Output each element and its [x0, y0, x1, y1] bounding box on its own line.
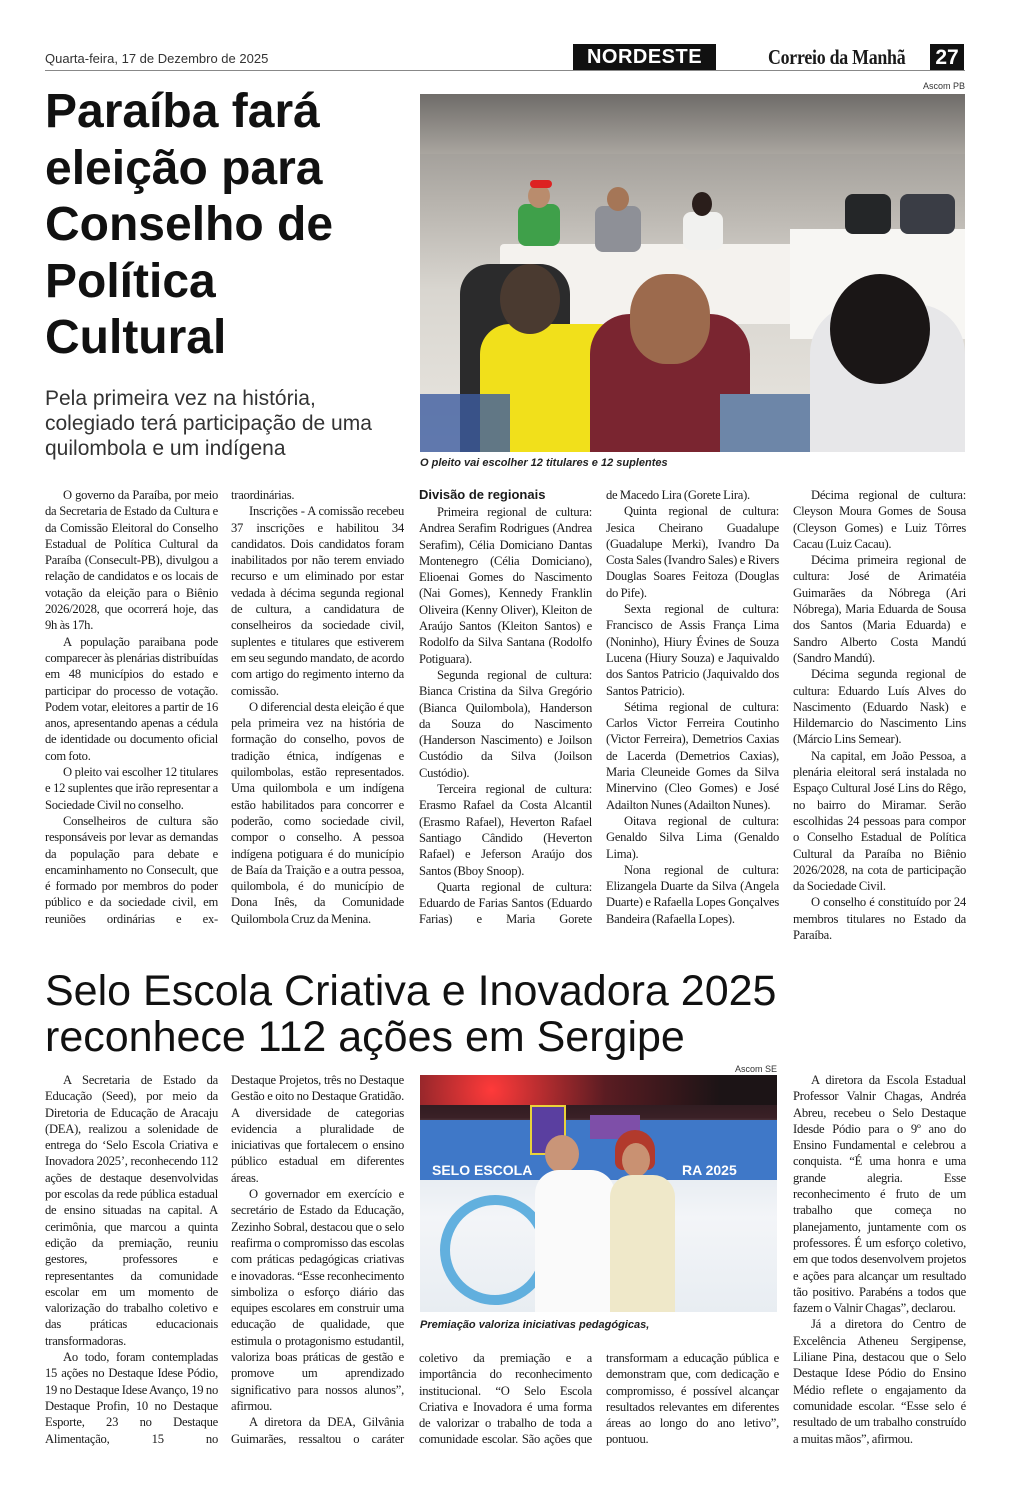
paragraph: coletivo da premiação e a importância do reconhecimento institucional. “O Selo Escola Criativa e Inovadora é uma forma de valorizar o trabalho de toda a comunidade escolar. São ações que [419, 1351, 592, 1447]
article1-column-1 [45, 487, 218, 927]
edition-date: Quarta-feira, 17 de Dezembro de 2025 [45, 51, 269, 66]
article1-headline: Paraíba fará eleição para Conselho de Política Cultural [45, 85, 334, 364]
paragraph: Terceira regional de cultura: Erasmo Rafael da Costa Alcantil (Erasmo Rafael), Heverton Rafael Santiago Cândido (Heverton Rafael) e Jeferson Araújo dos Santos (Bboy Snoop). [419, 782, 592, 878]
paragraph: Conselheiros de cultura são responsáveis por levar as demandas da população para debate e encaminhamento no Consecult, que é formado por membros do poder público e da sociedade civil, em reuniões ordinárias e ex- [45, 813, 218, 926]
paragraph: Décima segunda regional de cultura: Eduardo Luís Alves do Nascimento (Eduardo Nask) e Hildemarcio do Nascimento Lins (Márcio Lins Semear). [793, 667, 966, 747]
paragraph: A Secretaria de Estado da Educação (Seed), por meio da Diretoria de Educação de Aracaju (DEA), realizou a solenidade de entrega do ‘Selo Escola Criativa e Inovadora 2025’, reconhecendo 112 ações de destaque desenvolvidas por escolas da rede pública estadual de ensino situadas na capital. A cerimônia, que marcou a quinta edição da premiação, reuniu gestores, professores e representantes da comunidade escolar em um momento de valorização do trabalho coletivo e das práticas educacionais transformadoras. [45, 1073, 218, 1348]
article1-column-5 [793, 487, 966, 943]
paragraph: A diretora da DEA, Gilvânia Guimarães, ressaltou o caráter [231, 1415, 404, 1446]
banner-lettering-right: RA 2025 [682, 1162, 737, 1178]
paragraph: Quarta regional de cultura: Eduardo de Farias Santos (Eduardo Farias) e Maria Gorete [419, 879, 592, 927]
photo1-caption: O pleito vai escolher 12 titulares e 12 suplentes [420, 457, 668, 469]
paragraph: Ao todo, foram contempladas 15 ações no Destaque Idese Pódio, 19 no Destaque Idese Avanço, 19 no Destaque Profin, 10 no Destaque Esporte, 23 no Destaque Alimentação, 15 no [45, 1350, 218, 1446]
section-label: NORDESTE [573, 44, 716, 70]
paragraph: A população paraibana pode comparecer às plenárias distribuídas em 48 municípios do estado e participar do processo de votação. Podem votar, eleitores a partir de 16 anos, apresentando apenas a cédula de identidade ou documento oficial com foto. [45, 634, 218, 763]
paragraph: Já a diretora do Centro de Excelência Atheneu Sergipense, Liliane Pina, destacou que o Selo Destaque Idese Pódio do Ensino Médio reflete o engajamento da comunidade escolar. “Esse selo é resultado de um trabalho construído a muitas mãos”, afirmou. [793, 1317, 966, 1446]
paragraph: Sexta regional de cultura: Francisco de Assis França Lima (Noninho), Hiury Évines de Souza Lucena (Hiury Souza) e Jaquivaldo dos Santos Patricio (Jaquivaldo dos Santos Patricio). [606, 602, 779, 698]
subhead-regionais: Divisão de regionais [419, 487, 546, 502]
paragraph: O pleito vai escolher 12 titulares e 12 suplentes que irão representar a Sociedade Civil no conselho. [45, 765, 218, 812]
photo2-credit: Ascom SE [734, 1064, 777, 1074]
paragraph: Destaque Projetos, três no Destaque Gestão e oito no Destaque Gratidão. A diversidade de categorias evidencia a pluralidade de iniciativas que fortalecem o ensino público estadual em diferentes áreas. [231, 1073, 404, 1185]
page-number: 27 [930, 44, 964, 70]
paragraph: Quinta regional de cultura: Jesica Cheirano Guadalupe (Guadalupe Merki), Ivandro Da Costa Sales (Ivandro Sales) e Rivers Douglas Soares Feitoza (Douglas do Pife). [606, 504, 779, 600]
paragraph: O conselho é constituído por 24 membros titulares no Estado da Paraíba. [793, 895, 966, 943]
paragraph: Décima regional de cultura: Cleyson Moura Gomes de Sousa (Cleyson Gomes) e Luiz Tôrres Cacau (Luiz Cacau). [793, 488, 966, 551]
banner-lettering-left: SELO ESCOLA [432, 1162, 533, 1178]
article1-photo [420, 94, 965, 452]
paragraph: Inscrições - A comissão recebeu 37 inscrições e habilitou 34 candidatos. Dois candidatos foram inabilitados por não terem enviado recurso e um eliminado por estar vedada à décima segunda regional de cultura, a candidatura de conselheiros da sociedade civil, suplentes e titulares que estiverem em seu segundo mandato, de acordo com artigo do regimento interno da comissão. [231, 504, 404, 698]
article2-headline: Selo Escola Criativa e Inovadora 2025 reconhece 112 ações em Sergipe [45, 967, 777, 1061]
paragraph: Primeira regional de cultura: Andrea Serafim Rodrigues (Andrea Serafim), Célia Domiciano Dantas Montenegro (Célia Domiciano), Elioenai Gomes do Nascimento (Nai Gomes), Kennedy Franklin Oliveira (Kenny Oliver), Kleiton de Araújo Santos (Kleiton Santos) e Rodolfo da Silva Santana (Rodolfo Potiguara). [419, 505, 592, 666]
paragraph: Décima primeira regional de cultura: José de Arimatéia Guimarães da Nóbrega (Ari Nóbrega), Maria Eduarda de Sousa dos Santos (Maria Eduarda) e Sandro Alberto Costa Mandú (Sandro Mandú). [793, 553, 966, 665]
paragraph: Na capital, em João Pessoa, a plenária eleitoral será instalada no Espaço Cultural José Lins do Rêgo, no bairro do Miramar. Serão escolhidas 24 pessoas para compor o Conselho Estadual de Política Cultural da Paraíba no Biênio 2026/2028, na cota de participação da Sociedade Civil. [793, 748, 966, 894]
paragraph: Segunda regional de cultura: Bianca Cristina da Silva Gregório (Bianca Quilombola), Handerson da Souza do Nascimento (Handerson Nascimento) e Joilson Custódio da Silva (Joilson Custódio). [419, 667, 592, 780]
article2-column-3 [419, 1350, 592, 1448]
article1-subtitle: Pela primeira vez na história, colegiado terá participação de uma quilombola e um indígena [45, 387, 372, 460]
paragraph: Oitava regional de cultura: Genaldo Silva Lima (Genaldo Lima). [606, 813, 779, 861]
paragraph: Nona regional de cultura: Elizangela Duarte da Silva (Angela Duarte) e Rafaella Lopes Gonçalves Bandeira (Rafaella Lopes). [606, 862, 779, 926]
paragraph: O diferencial desta eleição é que pela primeira vez na história de formação do conselho, povos de tradição étnica, indígenas e quilombolas, estão representados. Uma quilombola e um indígena estão habilitados para concorrer e poderão, como sociedade civil, compor o conselho. A pessoa indígena potiguara é do município de Baía da Traição e a outra pessoa, quilombola, é do município de Dona Inês, da Comunidade Quilombola Cruz da Menina. [231, 699, 404, 926]
photo2-caption: Premiação valoriza iniciativas pedagógicas, [420, 1319, 650, 1331]
paragraph: traordinárias. [231, 488, 295, 502]
article2-column-2 [231, 1072, 404, 1447]
paragraph: O governo da Paraíba, por meio da Secretaria de Estado da Cultura e da Comissão Eleitoral do Conselho Estadual de Política Cultural da Paraíba (Consecult-PB), divulgou a relação de candidatos e os locais de votação da eleição para o Biênio 2026/2028, que ocorrerá hoje, das 9h às 17h. [45, 488, 218, 633]
article2-photo [420, 1075, 777, 1312]
article2-column-4 [606, 1350, 779, 1448]
paragraph: de Macedo Lira (Gorete Lira). [606, 488, 750, 502]
article1-column-3 [419, 487, 592, 928]
newspaper-logo: Correio da Manhã [768, 45, 906, 69]
article2-column-1 [45, 1072, 218, 1447]
header-divider [45, 70, 965, 71]
article2-column-5 [793, 1072, 966, 1447]
article1-column-4 [606, 487, 779, 927]
paragraph: O governador em exercício e secretário de Estado da Educação, Zezinho Sobral, destacou que o selo reafirma o compromisso das escolas com práticas pedagógicas criativas e inovadoras. “Esse reconhecimento simboliza o esforço diário das equipes escolares em construir uma educação de qualidade, que estimula o protagonismo estudantil, valoriza boas práticas de gestão e promove um aprendizado significativo para nossos alunos”, afirmou. [231, 1187, 404, 1413]
paragraph: A diretora da Escola Estadual Professor Valnir Chagas, Andréa Abreu, recebeu o Selo Destaque Idesde Pódio para o 9º ano do Ensino Fundamental e celebrou a conquista. “É uma honra e uma grande alegria. Esse reconhecimento é fruto de um trabalho que começa no planejamento, juntamente com os professores. É um esforço coletivo, em que todos desenvolvem projetos e ações para alcançar um resultado tão positivo. Parabéns a todos que fazem o Valnir Chagas”, declarou. [793, 1073, 966, 1316]
paragraph: transformam a educação pública e demonstram que, com dedicação e compromisso, é possível alcançar resultados relevantes em diferentes áreas ao longo do ano letivo”, pontuou. [606, 1351, 779, 1447]
photo1-credit: Ascom PB [922, 81, 965, 91]
article1-column-2 [231, 487, 404, 927]
paragraph: Sétima regional de cultura: Carlos Victor Ferreira Coutinho (Victor Ferreira), Demetrios Caxias de Lacerda (Demetrios Caxias), Maria Cleuneide Gomes da Silva Minervino (Cleo Gomes) e José Adailton Nunes (Adailton Nunes). [606, 699, 779, 812]
